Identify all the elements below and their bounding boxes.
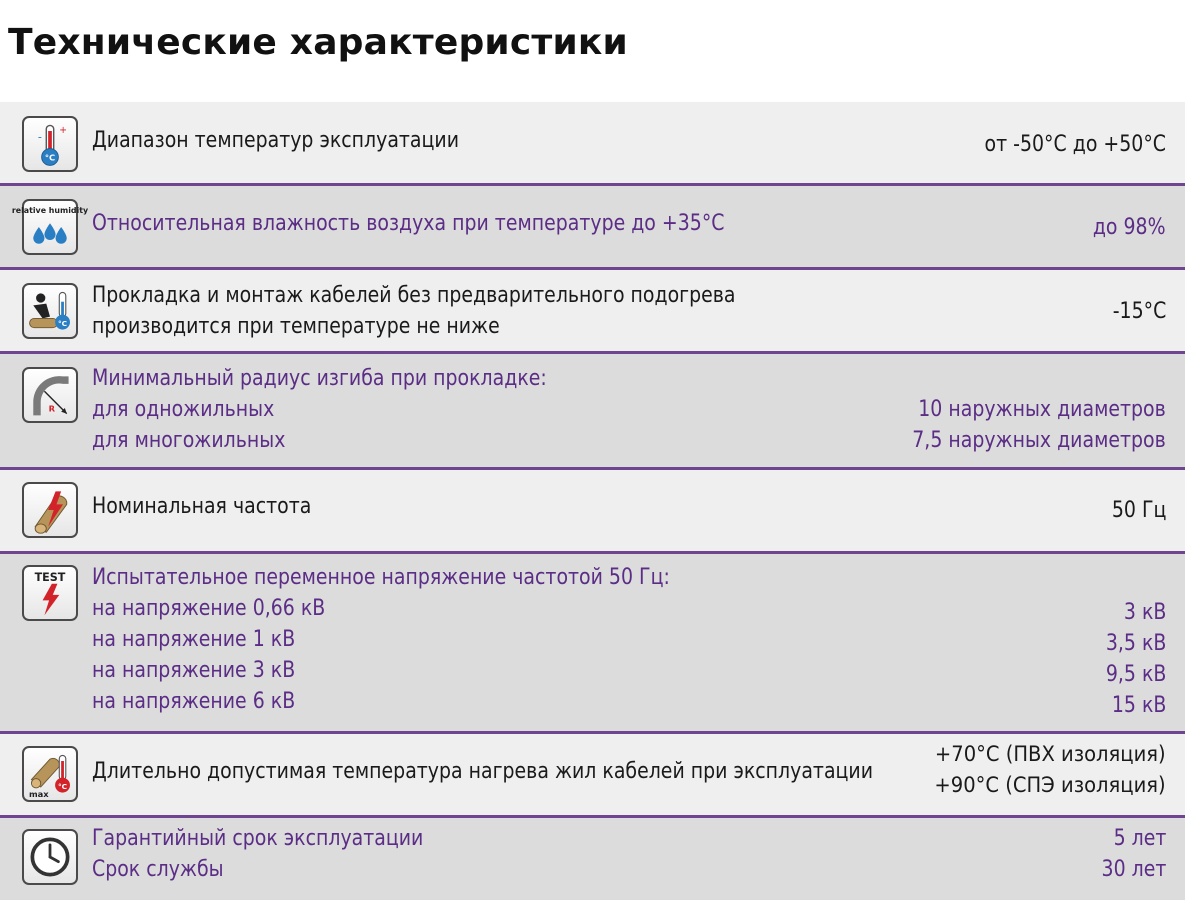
spec-label: на напряжение 1 кВ <box>92 627 296 652</box>
svg-text:°C: °C <box>57 781 68 791</box>
spec-row-warranty <box>0 818 1185 900</box>
spec-value: до 98% <box>1093 215 1166 240</box>
spec-value: 50 Гц <box>1111 498 1166 523</box>
spec-value: 5 лет <box>1113 826 1166 851</box>
spec-label: Длительно допустимая температура нагрева жил кабелей при эксплуатации <box>92 759 874 784</box>
test-voltage-icon-text: TEST <box>34 570 66 584</box>
spec-label: на напряжение 3 кВ <box>92 658 296 683</box>
humidity-icon <box>11 199 89 255</box>
spec-label: на напряжение 0,66 кВ <box>92 596 326 621</box>
spec-value: 10 наружных диаметров <box>918 397 1166 422</box>
spec-value: 15 кВ <box>1111 693 1166 718</box>
spec-value: +90°С (СПЭ изоляция) <box>934 773 1166 797</box>
spec-row-humidity <box>0 186 1185 270</box>
test-voltage-icon <box>22 565 78 621</box>
spec-label: Гарантийный срок эксплуатации <box>92 826 424 851</box>
spec-value <box>913 363 1166 394</box>
spec-label: на напряжение 6 кВ <box>92 689 296 714</box>
spec-label: производится при температуре не ниже <box>92 314 500 339</box>
spec-label: Срок службы <box>92 857 224 882</box>
spec-value: 3 кВ <box>1123 600 1166 625</box>
spec-row-operating-temperature <box>0 102 1185 186</box>
spec-value: -15°С <box>1112 299 1166 324</box>
bend-radius-icon-text: R <box>48 403 56 414</box>
spec-row-bend-radius <box>0 354 1185 470</box>
spec-label: Относительная влажность воздуха при температуре до +35°С <box>92 211 725 236</box>
spec-label: для многожильных <box>92 428 286 453</box>
spec-label: Номинальная частота <box>92 494 312 519</box>
svg-text:+: + <box>59 124 68 136</box>
spec-row-frequency <box>0 470 1185 554</box>
spec-value: от -50°С до +50°С <box>984 132 1166 157</box>
spec-value: 9,5 кВ <box>1105 662 1166 687</box>
spec-value: +70°С (ПВХ изоляция) <box>935 742 1166 766</box>
spec-row-laying-temperature <box>0 270 1185 354</box>
spec-row-test-voltage <box>0 554 1185 734</box>
page-title: Технические характеристики <box>8 22 628 63</box>
thermometer-icon <box>22 116 78 172</box>
cable-laying-icon <box>22 283 78 339</box>
svg-text:°C: °C <box>57 318 68 328</box>
frequency-icon <box>22 482 78 538</box>
spec-label: для одножильных <box>92 397 275 422</box>
svg-text:-: - <box>37 130 42 144</box>
spec-row-max-conductor-temperature <box>0 734 1185 818</box>
spec-label: Минимальный радиус изгиба при прокладке: <box>92 366 547 391</box>
clock-icon <box>22 829 78 885</box>
bend-radius-icon <box>22 367 78 423</box>
spec-value: 30 лет <box>1101 857 1166 882</box>
svg-text:°C: °C <box>44 152 56 163</box>
spec-label: Диапазон температур эксплуатации <box>92 128 460 153</box>
max-temperature-icon-text: max <box>28 789 49 800</box>
spec-label: Испытательное переменное напряжение частотой 50 Гц: <box>92 565 670 590</box>
spec-value <box>1105 566 1166 597</box>
spec-value: 3,5 кВ <box>1105 631 1166 656</box>
spec-value: 7,5 наружных диаметров <box>912 428 1166 453</box>
humidity-icon-text: relative humidity <box>11 206 89 216</box>
max-temperature-icon <box>22 746 78 802</box>
spec-label: Прокладка и монтаж кабелей без предварительного подогрева <box>92 283 736 308</box>
